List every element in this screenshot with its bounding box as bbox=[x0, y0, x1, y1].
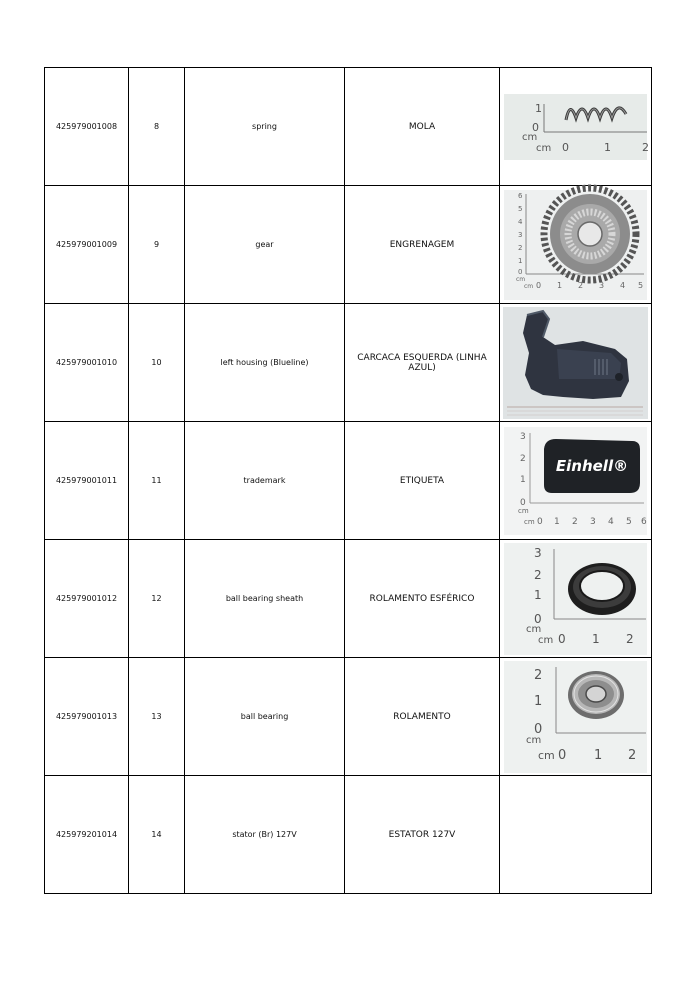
part-image-cell bbox=[500, 540, 652, 658]
position-number: 13 bbox=[129, 658, 185, 776]
scale-label: 1 bbox=[592, 631, 600, 646]
scale-label: 1 bbox=[534, 693, 543, 709]
part-image-cell bbox=[500, 776, 652, 894]
scale-label: 5 bbox=[626, 516, 632, 527]
scale-unit: cm bbox=[522, 131, 538, 143]
description-pt: ROLAMENTO ESFÉRICO bbox=[345, 540, 500, 658]
scale-label: 4 bbox=[518, 217, 523, 226]
part-number: 425979001009 bbox=[45, 186, 129, 304]
part-image-cell bbox=[500, 186, 652, 304]
scale-label: 0 bbox=[532, 120, 539, 134]
scale-label: 3 bbox=[518, 230, 523, 239]
scale-label: 2 bbox=[518, 243, 523, 252]
description-en: ball bearing bbox=[185, 658, 345, 776]
table-row bbox=[45, 658, 652, 776]
scale-label: 1 bbox=[535, 101, 542, 115]
housing-photo bbox=[503, 307, 648, 419]
scale-label: 0 bbox=[558, 631, 566, 646]
position-number: 10 bbox=[129, 304, 185, 422]
description-en: spring bbox=[185, 68, 345, 186]
part-image-cell bbox=[500, 68, 652, 186]
position-number: 9 bbox=[129, 186, 185, 304]
description-en: ball bearing sheath bbox=[185, 540, 345, 658]
part-number: 425979001010 bbox=[45, 304, 129, 422]
parts-table bbox=[44, 67, 652, 894]
scale-label: 3 bbox=[534, 545, 542, 560]
scale-label: 2 bbox=[534, 567, 542, 582]
scale-label: 4 bbox=[608, 516, 614, 527]
description-en: gear bbox=[185, 186, 345, 304]
table-row bbox=[45, 422, 652, 540]
scale-unit: cm bbox=[524, 282, 534, 290]
scale-label: 1 bbox=[604, 140, 611, 154]
scale-label: 1 bbox=[518, 256, 523, 265]
scale-label: 6 bbox=[641, 516, 647, 527]
scale-label: 2 bbox=[642, 140, 649, 154]
scale-label: 2 bbox=[628, 747, 637, 763]
scale-label: 6 bbox=[518, 191, 523, 200]
scale-label: 5 bbox=[518, 204, 523, 213]
spring-photo bbox=[504, 94, 647, 160]
scale-label: 5 bbox=[638, 280, 644, 290]
ball-bearing-photo bbox=[504, 661, 647, 773]
scale-label: 3 bbox=[590, 516, 596, 527]
position-number: 11 bbox=[129, 422, 185, 540]
description-en: left housing (Blueline) bbox=[185, 304, 345, 422]
table-row bbox=[45, 186, 652, 304]
scale-label: 2 bbox=[626, 631, 634, 646]
scale-label: 0 bbox=[558, 747, 567, 763]
part-number: 425979201014 bbox=[45, 776, 129, 894]
description-pt: ESTATOR 127V bbox=[345, 776, 500, 894]
scale-label: 2 bbox=[572, 516, 578, 527]
scale-unit: cm bbox=[516, 275, 526, 283]
table-row bbox=[45, 304, 652, 422]
scale-unit: cm bbox=[518, 506, 529, 515]
position-number: 12 bbox=[129, 540, 185, 658]
einhell-logo-text: Einhell® bbox=[555, 456, 629, 475]
scale-label: 2 bbox=[520, 453, 526, 464]
scale-label: 4 bbox=[620, 280, 626, 290]
description-en: trademark bbox=[185, 422, 345, 540]
part-image-cell bbox=[500, 304, 652, 422]
scale-label: 1 bbox=[534, 587, 542, 602]
bearing-sheath-photo bbox=[504, 543, 647, 655]
description-pt: MOLA bbox=[345, 68, 500, 186]
scale-label: 0 bbox=[520, 497, 526, 508]
scale-unit: cm bbox=[526, 734, 542, 746]
scale-label: 3 bbox=[520, 431, 526, 442]
gear-photo bbox=[504, 190, 647, 300]
description-pt: CARCACA ESQUERDA (LINHA AZUL) bbox=[345, 304, 500, 422]
table-row bbox=[45, 776, 652, 894]
scale-unit: cm bbox=[526, 623, 542, 635]
scale-label: 0 bbox=[562, 140, 569, 154]
scale-label: 0 bbox=[518, 267, 523, 276]
description-pt: ROLAMENTO bbox=[345, 658, 500, 776]
table-row bbox=[45, 540, 652, 658]
scale-label: 2 bbox=[578, 280, 584, 290]
scale-label: 0 bbox=[534, 721, 543, 737]
scale-label: 1 bbox=[557, 280, 563, 290]
scale-label: 1 bbox=[554, 516, 560, 527]
part-image-cell bbox=[500, 658, 652, 776]
scale-label: 3 bbox=[599, 280, 605, 290]
scale-label: 0 bbox=[534, 611, 542, 626]
part-number: 425979001012 bbox=[45, 540, 129, 658]
scale-unit: cm bbox=[524, 517, 535, 526]
part-image-cell bbox=[500, 422, 652, 540]
scale-label: 0 bbox=[536, 280, 542, 290]
description-pt: ENGRENAGEM bbox=[345, 186, 500, 304]
scale-label: 0 bbox=[537, 516, 543, 527]
scale-unit: cm bbox=[536, 142, 552, 154]
description-pt: ETIQUETA bbox=[345, 422, 500, 540]
trademark-photo bbox=[504, 427, 647, 535]
description-en: stator (Br) 127V bbox=[185, 776, 345, 894]
part-number: 425979001008 bbox=[45, 68, 129, 186]
table-row bbox=[45, 68, 652, 186]
scale-label: 1 bbox=[594, 747, 603, 763]
scale-unit: cm bbox=[538, 634, 554, 646]
part-number: 425979001011 bbox=[45, 422, 129, 540]
scale-label: 2 bbox=[534, 667, 543, 683]
position-number: 14 bbox=[129, 776, 185, 894]
scale-label: 1 bbox=[520, 474, 526, 485]
part-number: 425979001013 bbox=[45, 658, 129, 776]
scale-unit: cm bbox=[538, 748, 555, 762]
position-number: 8 bbox=[129, 68, 185, 186]
